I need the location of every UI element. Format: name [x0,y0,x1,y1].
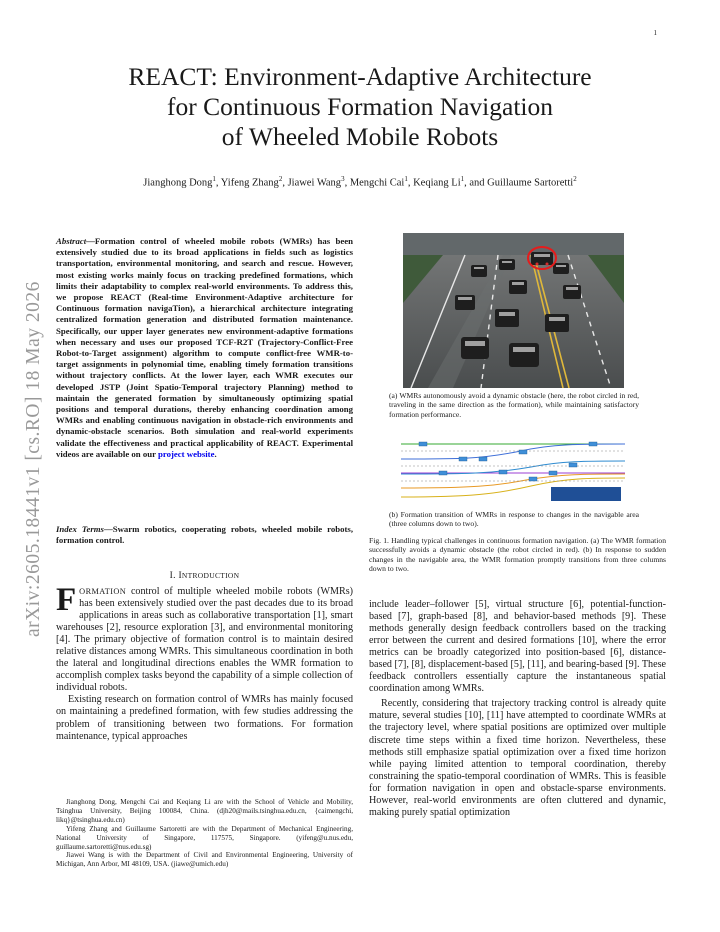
subfigure-caption-a: (a) WMRs autonomously avoid a dynamic obstacle (here, the robot circled in red, traveling in the same direction as the formation), while maintaining satisfactory formation performance. [389,391,639,419]
footnote: Jianghong Dong, Mengchi Cai and Keqiang Li are with the School of Vehicle and Mobility, Tsinghua University, Beijing 100084, China. (djh20@mails.tsinghua.edu.cn, {caimengchi, likq}@tsinghua.edu.cn) [56,798,353,824]
affiliation-mark: 2 [278,175,283,183]
footnote: Jiawei Wang is with the Department of Civil and Environmental Engineering, University of Michigan, Ann Arbor, MI 48109, USA. (jiawe@umich.edu) [56,851,353,869]
figure-caption: Fig. 1. Handling typical challenges in continuous formation navigation. (a) The WMR formation successfully avoids a dynamic obstacle (the robot circled in red). (b) In response to sudden changes in the navigable area, the WMR formation promptly transitions from three columns down to two. [369,536,666,574]
section-title-rest: NTRODUCTION [181,571,240,580]
title-line: for Continuous Formation Navigation [166,92,553,121]
abstract-body: —Formation control of wheeled mobile robots (WMRs) has been extensively studied due to its broad applications in fields such as logistics transportation, environmental monitoring, and search and rescue. However, most existing works mainly focus on tracking predefined formations, which limits their adaptability to complex real-world environments. To address this, we propose REACT (Real-time Environment-Adaptive architecture for Continuous formation navigaTion), a hierarchical architecture integrating centralized formation generation and distributed formation maintenance. Specifically, our upper layer generates new environment-adaptive formations when necessary and uses our proposed TCF-R2T (Trajectory-Conflict-Free Robot-to-Target assignment) algorithm to compute conflict-free WMR-to-target assignments in polynomial time, enabling timely formation transitions without trajectory conflicts. At the lower layer, each WMR executes our developed JSTP (Joint Spatio-Temporal trajectory Planning) method to maintain the generated formation by simultaneously optimizing spatial positions and temporal durations, thereby enhancing coordination among WMRs and enabling continuous navigation in obstacle-rich environments and dynamic-obstacle scenarios. Both simulation and real-world experiments validate the effectiveness and practical applicability of REACT. Experimental videos are available on our [56,236,353,459]
author-name: , Yifeng Zhang [215,177,279,189]
footnote: Yifeng Zhang and Guillaume Sartoretti are with the Department of Mechanical Engineering, National University of Singapore, 117575, Singapore. (yifeng@u.nus.edu, guillaume.sartoretti@nus.edu.sg) [56,824,353,851]
introduction-body [56,582,353,743]
body-paragraph: Recently, considering that trajectory tracking control is already quite mature, several studies [10], [11] have attempted to coordinate WMRs at the trajectory level, where spatial positions are optimized over multiple discrete time steps within a fixed time horizon. Nevertheless, these methods still emphasize spatial optimization over a fixed time horizon while paying limited attention to temporal coordination, thereby constraining the spatio-temporal coordination of WMRs. This is feasible for formation navigation in open and obstacle-sparse environments. However, real-world environments are often cluttered and dynamic, making purely spatial optimization [369,698,666,818]
project-website-link[interactable]: project website [158,448,215,459]
section-heading-introduction [56,571,353,581]
page-number: 1 [653,29,657,37]
subfigure-caption-b: (b) Formation transition of WMRs in response to changes in the navigable area (three columns down to two). [389,510,639,529]
formation-transition-diagram [401,436,625,501]
affiliation-mark: 2 [573,175,577,183]
section-numeral: I. [169,571,179,581]
title-line: of Wheeled Mobile Robots [221,122,499,151]
index-terms-label: Index Terms [56,524,104,534]
paper-title [60,62,660,152]
arxiv-identifier[interactable]: arXiv:2605.18441v1 [cs.RO] 18 May 2026 [23,281,44,637]
title-line: REACT: Environment-Adaptive Architecture [128,62,592,91]
author-list [60,175,660,189]
affiliation-mark: 3 [341,175,345,183]
author-name: , Mengchi Cai [344,177,405,189]
body-paragraph: include leader–follower [5], virtual structure [6], potential-function-based [7], graph-based [8], and behavior-based methods [9]. These methods generally design feedback controllers based on the tracking error between the current and desired formations [10], where the error metrics can be broadly categorized into position-based [6], distance-based [7], [8], displacement-based [5], [11], and bearing-based [9]. These feedback controllers essentially capture the instantaneous spatial coordination among WMRs. [369,599,666,695]
abstract-end: . [214,448,217,459]
footnotes [56,798,353,869]
author-name: , Keqiang Li [407,177,461,189]
abstract [56,236,353,460]
drop-cap: F [56,582,77,618]
author-name: Jianghong Dong [143,177,213,189]
intro-caps: ORMATION [79,587,127,596]
abstract-label: Abstract [56,236,87,246]
author-name: , and Guillaume Sartoretti [464,177,574,189]
index-terms-body: —Swarm robotics, cooperating robots, wheeled mobile robots, formation control. [56,524,354,546]
intro-paragraph: Existing research on formation control of WMRs has mainly focused on maintaining a predefined formation, with few studies addressing the problem of transitioning between two formations. For formation maintenance, typical approaches [56,694,353,742]
section-title-initial: I [178,571,182,581]
index-terms [56,524,353,546]
intro-paragraph [56,582,353,694]
author-name: , Jiawei Wang [282,177,342,189]
right-column-body [369,599,666,819]
intro-text: control of multiple wheeled mobile robots (WMRs) has been extensively studied over the past decades due to its broad applications in areas such as collaborative transportation [1], smart warehouses [2], resource exploration [3], and environmental monitoring [4]. The primary objective of formation control is to maintain desired relative distances among WMRs. This simultaneous coordination in both the lateral and longitudinal directions enables the WMR formation to accomplish complex tasks beyond the capability of a simple collection of individual robots. [56,586,353,694]
affiliation-mark: 1 [460,175,465,183]
affiliation-mark: 1 [212,175,216,183]
affiliation-mark: 1 [404,175,408,183]
formation-photo [403,233,624,388]
